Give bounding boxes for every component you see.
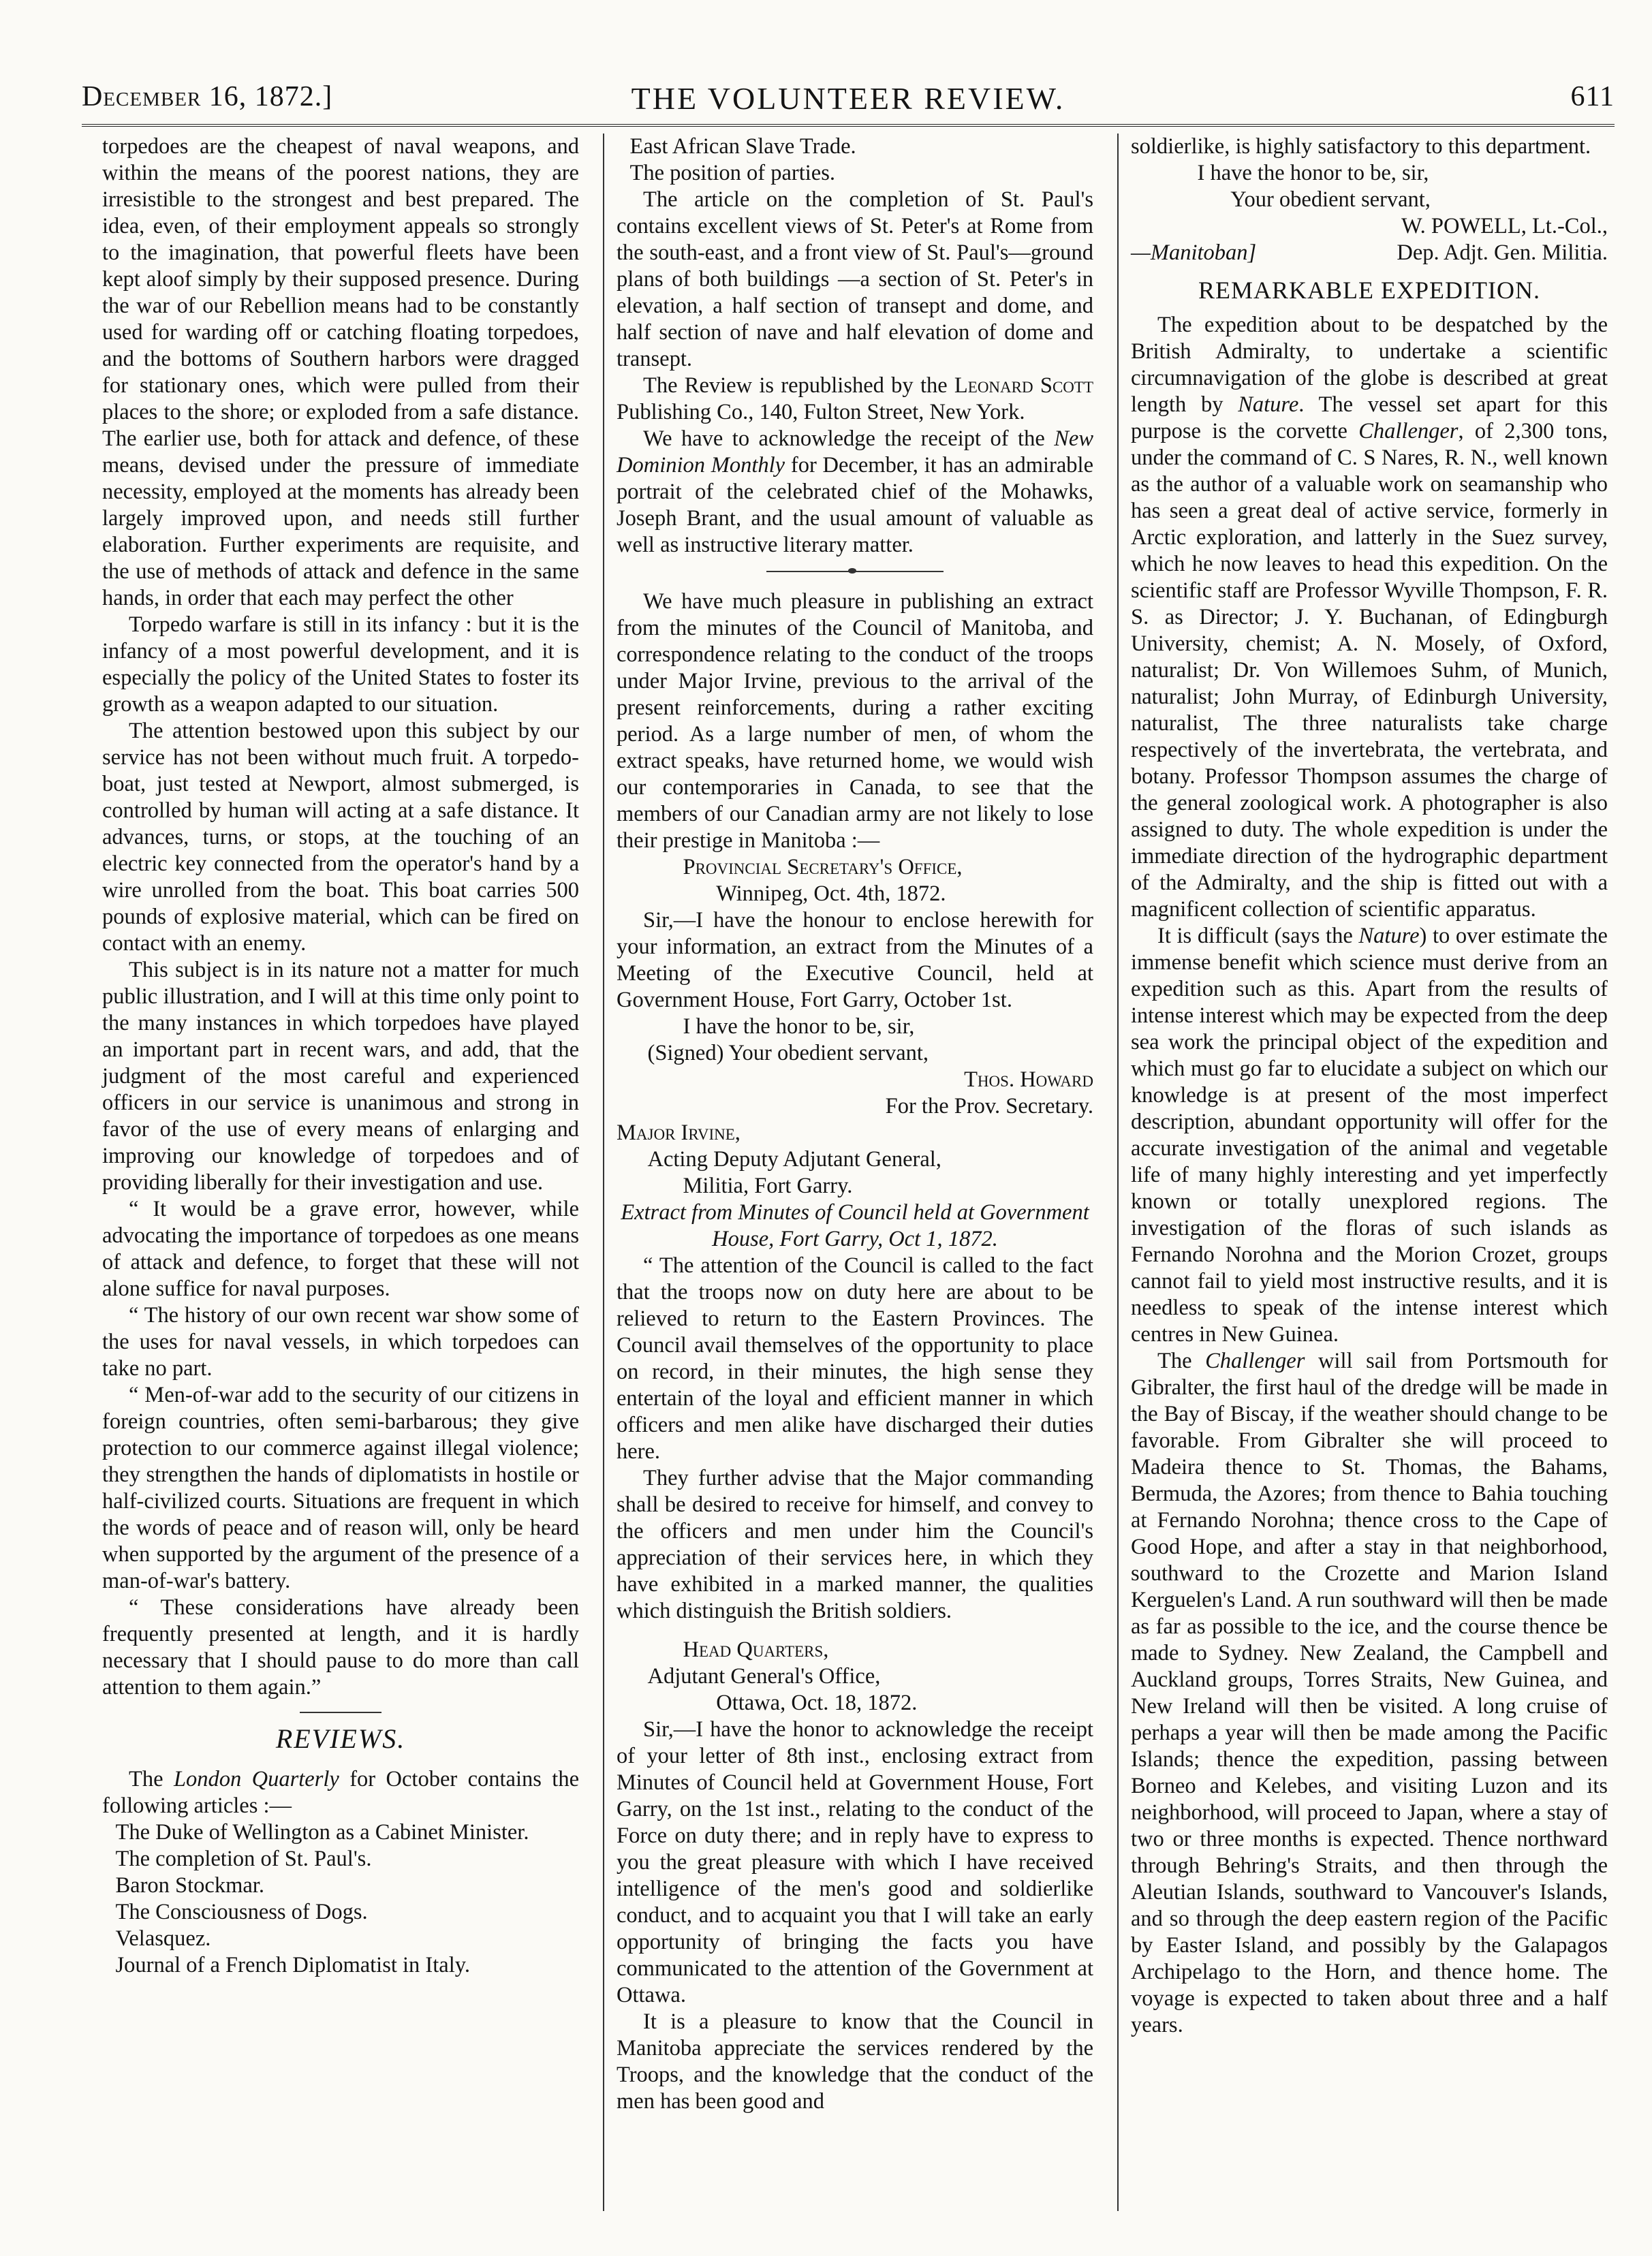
list-item: Baron Stockmar. bbox=[115, 1873, 264, 1898]
section-divider bbox=[300, 1712, 381, 1713]
reviews-heading: REVIEWS. bbox=[275, 1723, 406, 1754]
office-line: Head Quarters, bbox=[683, 1638, 829, 1662]
article-paragraph: “ It would be a grave error, however, while advocating the importance of torpedoes as one means of attack and defence, to forget that these will not alone suffice for naval purposes. bbox=[102, 1197, 579, 1301]
paragraph-text: We have to acknowledge the receipt of the bbox=[643, 426, 1055, 451]
article-paragraph: We have much pleasure in publishing an extract from the minutes of the Council of Manitoba, and correspondence relating to the conduct of the troops under Major Irvine, previous to the arrival of the present reinforcements, during a rather exciting period. As a large number of men, of whom the extract speaks, have returned home, we would wish our contemporaries in Canada, to see that the members of our Canadian army are not likely to lose their prestige in Manitoba :— bbox=[617, 589, 1093, 853]
article-paragraph bbox=[1131, 312, 1608, 923]
paragraph-text: The bbox=[1157, 1349, 1206, 1374]
signature-line: (Signed) Your obedient servant, bbox=[647, 1041, 929, 1065]
ship-name: Challenger bbox=[1205, 1349, 1305, 1374]
extract-paragraph: They further advise that the Major commanding shall be desired to receive for himself, and convey to the officers and men under him the Council's appreciation of their services here, in which they have exhibited in a marked manner, the qualities which distinguish the British soldiers. bbox=[617, 1466, 1093, 1623]
header-date: December 16, 1872.] bbox=[82, 81, 333, 112]
header-rule bbox=[82, 124, 1615, 127]
letter-header bbox=[617, 1637, 1093, 1717]
column-divider bbox=[603, 134, 604, 2211]
journal-name: Nature bbox=[1238, 392, 1299, 418]
paragraph-text: Publishing Co., 140, Fulton Street, New York. bbox=[617, 400, 1025, 424]
ship-name: Challenger bbox=[1358, 419, 1459, 444]
paragraph-text: The expedition about to be despatched by the British Admiralty, to undertake a scientific circumnavigation of the globe is described at great length by bbox=[1131, 313, 1608, 418]
list-item: Journal of a French Diplomatist in Italy. bbox=[115, 1953, 470, 1977]
article-paragraph: “ Men-of-war add to the security of our citizens in foreign countries, often semi-barbarous; they give protection to our commerce against illegal violence; they strengthen the hands of diplomatists in hostile or half-civilized courts. Situations are frequent in which the words of peace and of reason will, only be heard when supported by the argument of the presence of a man-of-war's battery. bbox=[102, 1383, 579, 1593]
signature-name: Thos. Howard bbox=[964, 1067, 1093, 1092]
article-paragraph: Torpedo warfare is still in its infancy : but it is the infancy of a most powerful development, and it is especially the policy of the United States to foster its growth as a weapon adapted to our situation. bbox=[102, 612, 579, 717]
list-item: The completion of St. Paul's. bbox=[115, 1847, 372, 1871]
reviews-intro-text: for October contains the following articles :— bbox=[102, 1767, 580, 1818]
letter-header bbox=[617, 854, 1093, 907]
article-paragraph: “ These considerations have already been frequently presented at length, and it is hardly necessary that I should pause to do more than call attention to them again.” bbox=[102, 1595, 579, 1699]
article-paragraph: The article on the completion of St. Paul's contains excellent views of St. Peter's at Rome from the south-east, and a front view of St. Paul's—ground plans of both buildings —a section of St. Peter's in elevation, a half section of transept and dome, and half section of nave and half elevation of dome and transept. bbox=[617, 187, 1093, 371]
letter-body: soldierlike, is highly satisfactory to this department. bbox=[1131, 134, 1591, 159]
journal-name: Nature bbox=[1358, 924, 1420, 949]
signature-block bbox=[617, 1014, 1093, 1200]
review-list bbox=[102, 1819, 579, 1979]
office-line: Provincial Secretary's Office, bbox=[683, 855, 963, 879]
paragraph-text: will sail from Portsmouth for Gibralter, the first haul of the dredge will be made in the Bay of Biscay, if the weather should change to be favorable. From Gibralter she will proceed to Madeira thence to St. Thomas, the Bahams, Bermuda, the Azores; from thence to Bahia touching at Fernando Norohna; thence cross to the Cape of Good Hope, and after a stay in that neighborhood, southward to the Crozette and Marion Island Kerguelen's Land. A run southward will then be made as far as possible to the ice, and the course thence be made to Sydney. New Zealand, the Campbell and Auckland groups, Torres Straits, New Guinea, and New Ireland will then be visited. A long cruise of perhaps a year will then be made among the Pacific Islands; thence the expedition, passing between Borneo and Kelebes, and visiting Luzon and its neighborhood, will proceed to Japan, where a stay of two or three months is expected. Thence northward through Behring's Straits, and then through the Aleutian Islands, southward to Vancouver's Islands, and so through the deep eastern region of the Pacific by Easter Island, and possibly by the Galapagos Archipelago to the Horn, and thence home. The voyage is expected to taken about three and a half years. bbox=[1131, 1349, 1608, 2038]
article-paragraph: torpedoes are the cheapest of naval weapons, and within the means of the poorest nations, they are irresistible to the strongest and best prepared. The idea, even, of their employment appeals so strongly to the imagination, that powerful fleets have been kept aloof simply by their supposed presence. During the war of our Rebellion means had to be constantly used for warding off or catching floating torpedoes, and the bottoms of Southern harbors were dragged for stationary ones, which were pulled from their places to the shore; or exploded from a safe distance. The earlier use, both for attack and defence, of these means, devised under the pressure of immediate necessity, employed at the moments has already been largely improved upon, and needs still further elaboration. Further experiments are requisite, and the use of methods of attack and defence in the same hands, in order that each may perfect the other bbox=[102, 134, 579, 610]
article-paragraph: The attention bestowed upon this subject by our service has not been without much fruit. A torpedo-boat, just tested at Newport, almost submerged, is controlled by human will acting at a safe distance. It advances, turns, or stops, at the touching of an electric key connected from the operator's hand by a wire unrolled from the boat. This boat carries 500 pounds of explosive material, which can be fired on contact with an enemy. bbox=[102, 719, 579, 956]
signature-line: Your obedient servant, bbox=[1230, 187, 1431, 212]
list-item: Velasquez. bbox=[115, 1926, 211, 1951]
signature-block bbox=[1131, 160, 1608, 266]
publication-name: London Quarterly bbox=[173, 1767, 339, 1791]
page-header bbox=[82, 80, 1615, 121]
list-item: The Consciousness of Dogs. bbox=[115, 1900, 368, 1924]
spacer bbox=[617, 1625, 1093, 1637]
letter-body: Sir,—I have the honour to enclose herewith for your information, an extract from the Minutes of a Meeting of the Executive Council, held at Government House, Fort Garry, October 1st. bbox=[617, 908, 1093, 1012]
addressee-line: Militia, Fort Garry. bbox=[683, 1174, 853, 1198]
paragraph-text: ) to over estimate the immense benefit which science must derive from an expedition such as this. Apart from the results of intense interest which may be expected from the deep sea work the principal object of the expedition and which must go far to elucidate a subject on which our knowledge is at present of the most imperfect description, abundant opportunity will offer for the accurate investigation of the animal and vegetable life of many highly interesting and yet imperfectly known or totally unexplored regions. The investigation of the floras of such islands as Fernando Norohna and the Morion Crozet, groups cannot fail to yield most instructive results, and it is needless to speak of the intense interest which centres in New Guinea. bbox=[1131, 924, 1608, 1347]
reviews-intro bbox=[102, 1766, 579, 1819]
list-item: The Duke of Wellington as a Cabinet Minister. bbox=[115, 1820, 529, 1845]
article-paragraph bbox=[617, 426, 1093, 559]
publication-title: THE VOLUNTEER REVIEW. bbox=[631, 81, 1065, 116]
source-name: —Manitoban] bbox=[1131, 240, 1257, 265]
article-paragraph bbox=[617, 373, 1093, 426]
paragraph-text: for December, it has an admirable portrait of the celebrated chief of the Mohawks, Joseph Brant, and the usual amount of valuable as well as instructive literary matter. bbox=[617, 453, 1093, 557]
paragraph-text: The Review is republished by the bbox=[643, 373, 954, 398]
review-list-continued bbox=[617, 134, 1093, 187]
magazine-name: New Dominion Monthly bbox=[617, 426, 1093, 477]
letter-body: It is a pleasure to know that the Council in Manitoba appreciate the services rendered by the Troops, and the knowledge that the conduct of the men has been good and bbox=[617, 2009, 1093, 2114]
article-paragraph bbox=[1131, 1348, 1608, 2039]
section-divider bbox=[766, 571, 944, 576]
letter-body: Sir,—I have the honor to acknowledge the receipt of your letter of 8th inst., enclosing extract from Minutes of Council held at Government House, Fort Garry, on the 1st inst., relating to the conduct of the Force on duty there; and in reply have to express to you the great pleasure with which I have received intelligence of the men's good and soldierlike conduct, and to acquaint you that I will take an early opportunity of bringing the facts you have communicated to the attention of the Government at Ottawa. bbox=[617, 1717, 1093, 2007]
date-line: Winnipeg, Oct. 4th, 1872. bbox=[716, 881, 946, 906]
column-3 bbox=[1131, 134, 1608, 2039]
extract-title: Extract from Minutes of Council held at Government House, Fort Garry, Oct 1, 1872. bbox=[621, 1200, 1089, 1251]
date-line: Ottawa, Oct. 18, 1872. bbox=[716, 1691, 918, 1715]
reviews-intro-text: The bbox=[129, 1767, 174, 1791]
signature-line bbox=[1131, 240, 1608, 266]
signature-name: W. POWELL, Lt.-Col., bbox=[1401, 214, 1608, 238]
signature-title: For the Prov. Secretary. bbox=[885, 1094, 1093, 1118]
column-2 bbox=[617, 134, 1093, 2115]
addressee-line: Acting Deputy Adjutant General, bbox=[647, 1147, 941, 1172]
publisher-name: Leonard Scott bbox=[954, 373, 1093, 398]
signature-line: I have the honor to be, sir, bbox=[1197, 161, 1429, 185]
article-paragraph: This subject is in its nature not a matter for much public illustration, and I will at this time only point to the many instances in which torpedoes have played an important part in recent wars, and add, that the judgment of the most careful and experienced officers in our service is unanimous and strong in favor of the use of every means of enlarging and improving our knowledge of torpedoes and of providing liberally for their investigation and use. bbox=[102, 958, 579, 1195]
list-item: East African Slave Trade. bbox=[629, 134, 856, 159]
article-heading: REMARKABLE EXPEDITION. bbox=[1198, 277, 1540, 304]
office-line: Adjutant General's Office, bbox=[647, 1664, 881, 1689]
paragraph-text: It is difficult (says the bbox=[1157, 924, 1359, 949]
signature-title: Dep. Adjt. Gen. Militia. bbox=[1397, 240, 1608, 265]
paragraph-text: . The vessel set apart for this purpose is the corvette bbox=[1131, 392, 1608, 444]
article-paragraph bbox=[1131, 923, 1608, 1348]
article-paragraph: “ The history of our own recent war show some of the uses for naval vessels, in which torpedoes can take no part. bbox=[102, 1303, 579, 1381]
column-divider bbox=[1117, 134, 1119, 2211]
addressee-name: Major Irvine, bbox=[617, 1121, 741, 1145]
paragraph-text: , of 2,300 tons, under the command of C. S Nares, R. N., well known as the author of a valuable work on seamanship who has seen a great deal of active service, formerly in Arctic exploration, and latterly in the Suez survey, which he now leaves to head this expedition. On the scientific staff are Professor Wyville Thompson, F. R. S. as Director; J. Y. Buchanan, of Edingburgh University, chemist; A. N. Mosely, of Oxford, naturalist; Dr. Von Willemoes Suhm, of Munich, naturalist; John Murray, of Edinburgh University, naturalist, The three naturalists take charge respectively of the invertebrata, the vertebrata, and botany. Professor Thompson assumes the charge of the general zoological work. A photographer is also assigned to duty. The whole expedition is under the immediate direction of the hydrographic department of the Admiralty, and the ship is fitted out with a magnificent collection of scientific apparatus. bbox=[1131, 419, 1608, 922]
page-number: 611 bbox=[1570, 81, 1615, 112]
extract-paragraph: “ The attention of the Council is called to the fact that the troops now on duty here are about to be relieved to return to the Eastern Provinces. The Council avail themselves of the opportunity to place on record, in their minutes, the high sense they entertain of the loyal and efficient manner in which officers and men alike have discharged their duties here. bbox=[617, 1253, 1093, 1464]
column-1 bbox=[102, 134, 579, 1979]
list-item: The position of parties. bbox=[629, 161, 835, 185]
signature-line: I have the honor to be, sir, bbox=[683, 1014, 915, 1039]
